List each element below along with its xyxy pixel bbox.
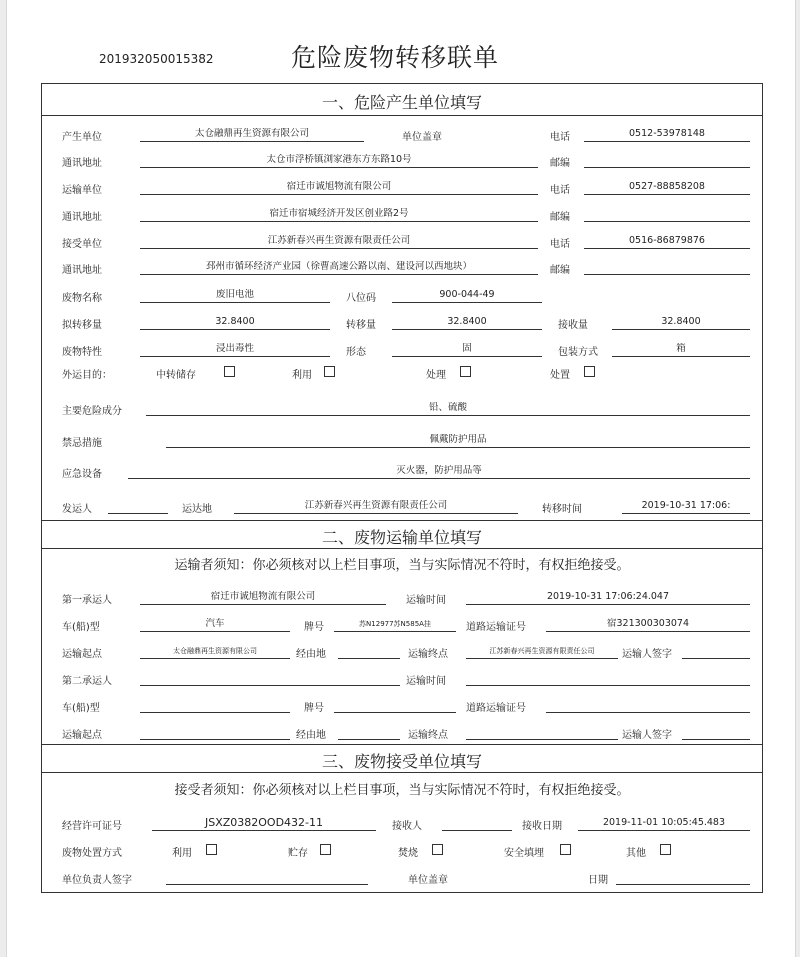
- postcode-label: 邮编: [550, 158, 570, 169]
- sign-label: 运输人签字: [622, 730, 672, 741]
- end-label: 运输终点: [408, 730, 448, 741]
- carrier1-field[interactable]: 宿迁市诚旭物流有限公司: [140, 591, 386, 605]
- property-row: [42, 343, 762, 359]
- package-field[interactable]: 箱: [612, 343, 750, 357]
- method-incineration-checkbox[interactable]: [432, 844, 443, 855]
- taboo-row: [42, 434, 762, 450]
- receive-notice: 接受者须知：你必须核对以上栏目事项，当与实际情况不符时，有权拒绝接受。: [174, 783, 630, 798]
- method-landfill-checkbox[interactable]: [560, 844, 571, 855]
- plate-field[interactable]: 苏N12977苏N585A挂: [334, 618, 456, 632]
- transport-time-2-field[interactable]: [466, 672, 750, 686]
- method-incineration-label: 焚烧: [398, 848, 418, 859]
- transferred-field[interactable]: 32.8400: [392, 316, 542, 330]
- page-title: 危险废物转移联单: [291, 43, 500, 72]
- shipper-label: 发运人: [62, 504, 92, 515]
- producer-address-row: [42, 154, 762, 170]
- postcode-field[interactable]: [584, 261, 750, 275]
- destination-label: 运达地: [182, 504, 212, 515]
- planned-label: 拟转移量: [62, 320, 102, 331]
- permit-2-field[interactable]: [546, 699, 750, 713]
- sign-field[interactable]: [682, 645, 750, 659]
- phone-label: 电话: [550, 185, 570, 196]
- transport-notice: 运输者须知：你必须核对以上栏目事项，当与实际情况不符时，有权拒绝接受。: [174, 558, 630, 573]
- waste-name-field[interactable]: 废旧电池: [140, 289, 330, 303]
- carrier1-row: [42, 591, 762, 607]
- seal-label: 单位盖章: [408, 875, 448, 886]
- license-label: 经营许可证号: [62, 821, 122, 832]
- purpose-row: [42, 366, 762, 382]
- receiver-address-row: [42, 261, 762, 277]
- form-label: 形态: [346, 347, 366, 358]
- end-field[interactable]: 江苏新春兴再生资源有限责任公司: [466, 645, 618, 659]
- method-utilization-checkbox[interactable]: [206, 844, 217, 855]
- divider: [42, 744, 762, 745]
- taboo-label: 禁忌措施: [62, 438, 102, 449]
- via-field[interactable]: [338, 645, 400, 659]
- receiver-address-field[interactable]: 邳州市循环经济产业园（徐曹高速公路以南、建设河以西地块）: [140, 261, 538, 275]
- date-field[interactable]: [616, 871, 750, 885]
- plate-label: 牌号: [304, 622, 324, 633]
- carrier1-label: 第一承运人: [62, 595, 112, 606]
- vehicle-field[interactable]: 汽车: [140, 618, 290, 632]
- waste-name-row: [42, 289, 762, 305]
- vehicle-label: 车(船)型: [62, 703, 100, 714]
- carrier2-field[interactable]: [140, 672, 400, 686]
- route-2-row: [42, 726, 762, 742]
- package-label: 包装方式: [558, 347, 598, 358]
- purpose-transfer-storage-label: 中转储存: [156, 370, 196, 381]
- receiver-person-label: 接收人: [392, 821, 422, 832]
- transfer-time-field[interactable]: 2019-10-31 17:06:: [622, 500, 750, 514]
- shipper-field[interactable]: [108, 500, 168, 514]
- divider: [42, 115, 762, 116]
- receiver-field[interactable]: 江苏新春兴再生资源有限责任公司: [140, 235, 538, 249]
- postcode-field[interactable]: [584, 154, 750, 168]
- start-label: 运输起点: [62, 649, 102, 660]
- purpose-utilization-checkbox[interactable]: [324, 366, 335, 377]
- license-row: [42, 817, 762, 833]
- section3-title: 三、废物接受单位填写: [321, 752, 482, 771]
- via-label: 经由地: [296, 649, 326, 660]
- hazard-label: 主要危险成分: [62, 406, 122, 417]
- property-field[interactable]: 浸出毒性: [140, 343, 330, 357]
- transfer-time-label: 转移时间: [542, 504, 582, 515]
- plate-2-field[interactable]: [334, 699, 456, 713]
- transporter-label: 运输单位: [62, 185, 102, 196]
- emergency-row: [42, 465, 762, 481]
- transporter-address-row: [42, 208, 762, 224]
- producer-phone-field[interactable]: 0512-53978148: [584, 128, 750, 142]
- property-label: 废物特性: [62, 347, 102, 358]
- method-other-label: 其他: [626, 848, 646, 859]
- purpose-disposal-label: 处置: [550, 370, 570, 381]
- postcode-label: 邮编: [550, 212, 570, 223]
- start-label: 运输起点: [62, 730, 102, 741]
- code-label: 八位码: [346, 293, 376, 304]
- method-other-checkbox[interactable]: [660, 844, 671, 855]
- transferred-label: 转移量: [346, 320, 376, 331]
- purpose-label: 外运目的：: [62, 370, 112, 381]
- document-number: 201932050015382: [99, 52, 214, 66]
- method-storage-label: 贮存: [288, 848, 308, 859]
- sign-2-field[interactable]: [682, 726, 750, 740]
- divider: [42, 548, 762, 549]
- transporter-address-field[interactable]: 宿迁市宿城经济开发区创业路2号: [140, 208, 538, 222]
- vehicle-row: [42, 618, 762, 634]
- quantity-row: [42, 316, 762, 332]
- divider: [42, 520, 762, 521]
- transport-time-field[interactable]: 2019-10-31 17:06:24.047: [466, 591, 750, 605]
- form-field[interactable]: 固: [392, 343, 542, 357]
- receiver-phone-field[interactable]: 0516-86879876: [584, 235, 750, 249]
- emergency-field[interactable]: 灭火器，防护用品等: [128, 465, 750, 479]
- taboo-field[interactable]: 佩戴防护用品: [166, 434, 750, 448]
- sign-label: 运输人签字: [622, 649, 672, 660]
- address-label: 通讯地址: [62, 265, 102, 276]
- date-label: 日期: [588, 875, 608, 886]
- route-row: [42, 645, 762, 661]
- receiver-person-field[interactable]: [442, 817, 512, 831]
- receiver-label: 接受单位: [62, 239, 102, 250]
- producer-row: [42, 128, 762, 144]
- hazard-field[interactable]: 铅、硫酸: [146, 402, 750, 416]
- carrier2-label: 第二承运人: [62, 676, 112, 687]
- producer-label: 产生单位: [62, 132, 102, 143]
- transfer-form: [41, 83, 763, 893]
- via-2-field[interactable]: [338, 726, 400, 740]
- end-label: 运输终点: [408, 649, 448, 660]
- code-field[interactable]: 900-044-49: [392, 289, 542, 303]
- producer-address-field[interactable]: 太仓市浮桥镇浏家港东方东路10号: [140, 154, 538, 168]
- vehicle-2-row: [42, 699, 762, 715]
- method-label: 废物处置方式: [62, 848, 122, 859]
- form-page: [6, 0, 796, 957]
- method-row: [42, 844, 762, 860]
- start-field[interactable]: 太仓融鼎再生资源有限公司: [140, 645, 290, 659]
- section2-title: 二、废物运输单位填写: [321, 528, 482, 547]
- emergency-label: 应急设备: [62, 469, 102, 480]
- waste-name-label: 废物名称: [62, 293, 102, 304]
- vehicle-2-field[interactable]: [140, 699, 290, 713]
- shipment-row: [42, 500, 762, 516]
- hazard-row: [42, 402, 762, 418]
- purpose-disposal-checkbox[interactable]: [584, 366, 595, 377]
- phone-label: 电话: [550, 239, 570, 250]
- end-2-field[interactable]: [466, 726, 618, 740]
- postcode-field[interactable]: [584, 208, 750, 222]
- transport-time-label: 运输时间: [406, 595, 446, 606]
- destination-field[interactable]: 江苏新春兴再生资源有限责任公司: [234, 500, 518, 514]
- producer-field[interactable]: 太仓融鼎再生资源有限公司: [140, 128, 364, 142]
- purpose-transfer-storage-checkbox[interactable]: [224, 366, 235, 377]
- license-field[interactable]: JSXZ0382OOD432-11: [152, 817, 376, 831]
- permit-field[interactable]: 宿321300303074: [546, 618, 750, 632]
- purpose-utilization-label: 利用: [292, 370, 312, 381]
- transporter-field[interactable]: 宿迁市诚旭物流有限公司: [140, 181, 538, 195]
- transport-time-label: 运输时间: [406, 676, 446, 687]
- head-sign-label: 单位负责人签字: [62, 875, 132, 886]
- receive-date-field[interactable]: 2019-11-01 10:05:45.483: [578, 817, 750, 831]
- receive-date-label: 接收日期: [522, 821, 562, 832]
- carrier2-row: [42, 672, 762, 688]
- received-label: 接收量: [558, 320, 588, 331]
- via-label: 经由地: [296, 730, 326, 741]
- plate-label: 牌号: [304, 703, 324, 714]
- received-field[interactable]: 32.8400: [612, 316, 750, 330]
- phone-label: 电话: [550, 132, 570, 143]
- head-sign-field[interactable]: [166, 871, 368, 885]
- address-label: 通讯地址: [62, 158, 102, 169]
- method-utilization-label: 利用: [172, 848, 192, 859]
- postcode-label: 邮编: [550, 265, 570, 276]
- receiver-row: [42, 235, 762, 251]
- address-label: 通讯地址: [62, 212, 102, 223]
- section1-title: 一、危险产生单位填写: [321, 93, 482, 112]
- vehicle-label: 车(船)型: [62, 622, 100, 633]
- purpose-treatment-checkbox[interactable]: [460, 366, 471, 377]
- seal-label: 单位盖章: [402, 132, 442, 143]
- method-storage-checkbox[interactable]: [320, 844, 331, 855]
- purpose-treatment-label: 处理: [426, 370, 446, 381]
- transporter-phone-field[interactable]: 0527-88858208: [584, 181, 750, 195]
- start-2-field[interactable]: [140, 726, 290, 740]
- method-landfill-label: 安全填埋: [504, 848, 544, 859]
- divider: [42, 772, 762, 773]
- permit-label: 道路运输证号: [466, 703, 526, 714]
- transporter-row: [42, 181, 762, 197]
- planned-field[interactable]: 32.8400: [140, 316, 330, 330]
- signature-row: [42, 871, 762, 887]
- permit-label: 道路运输证号: [466, 622, 526, 633]
